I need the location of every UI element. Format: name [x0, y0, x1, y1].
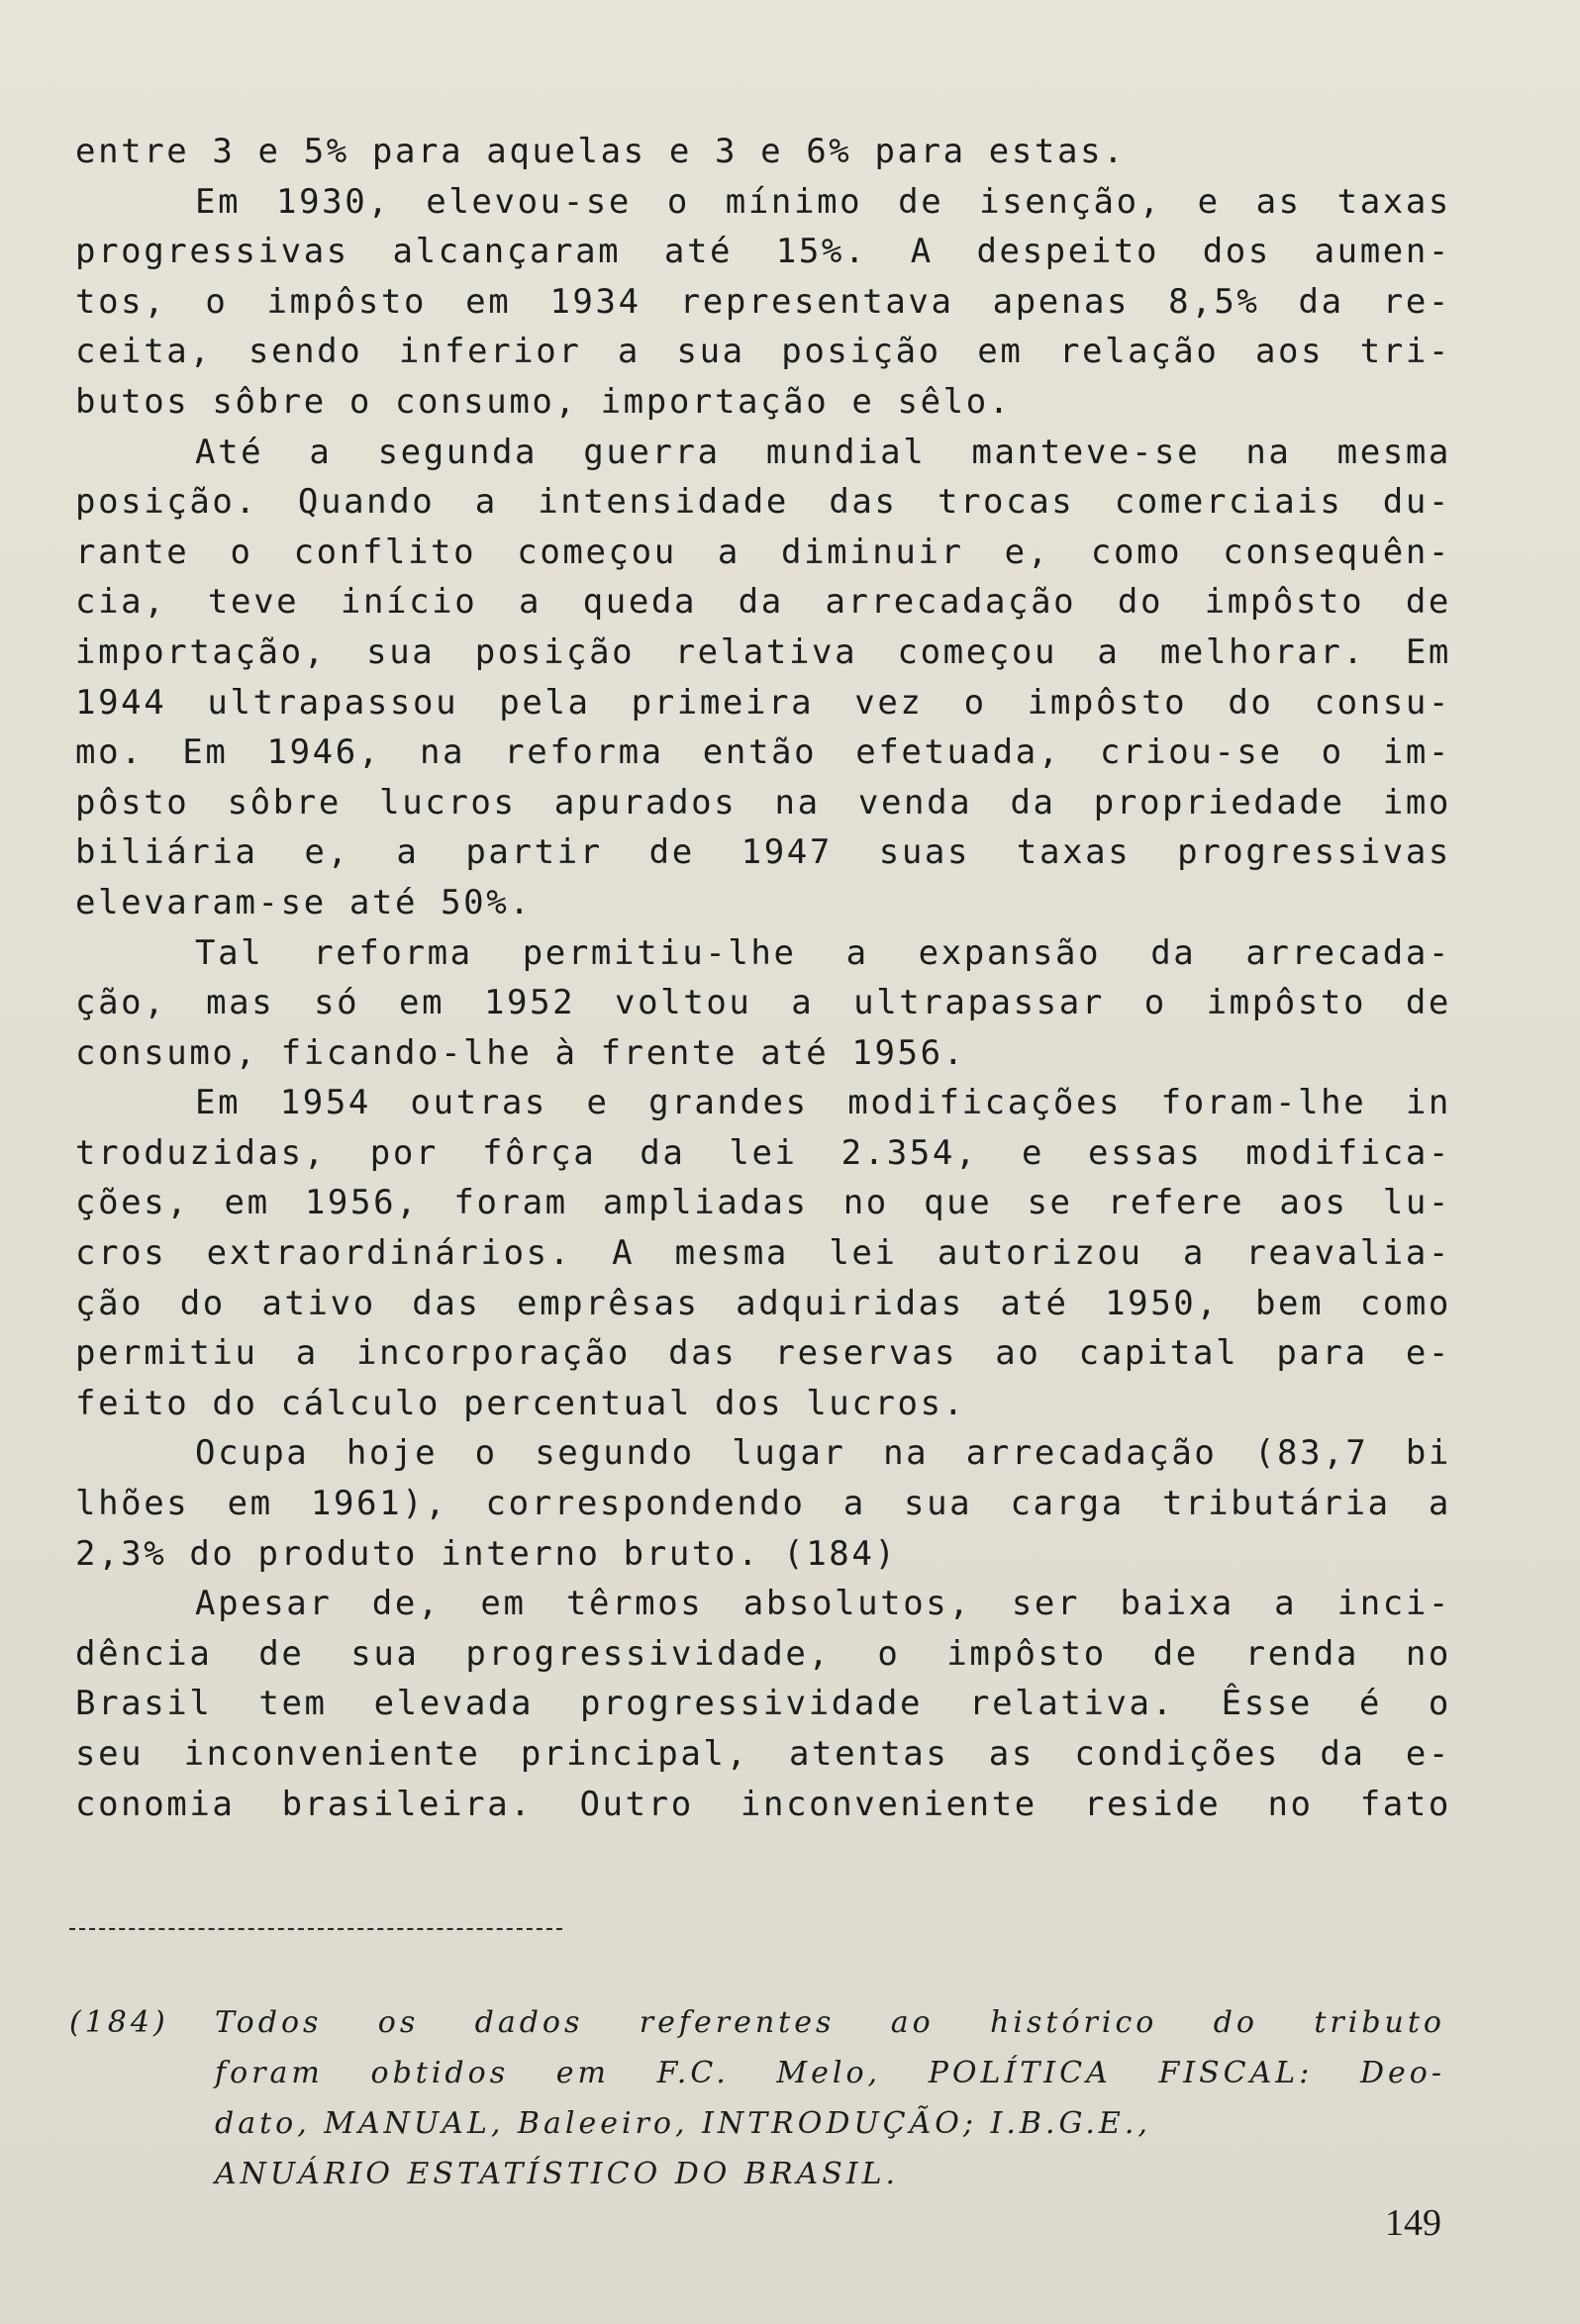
text-line: posição. Quando a intensidade das trocas comerciais du-	[75, 482, 1451, 523]
text-line: entre 3 e 5% para aquelas e 3 e 6% para estas.	[75, 132, 1127, 171]
text-line: troduzidas, por fôrça da lei 2.354, e essas modifica-	[75, 1132, 1451, 1173]
text-line: permitiu a incorporação das reservas ao capital para e-	[75, 1333, 1451, 1374]
text-line: progressivas alcançaram até 15%. A despeito dos aumen-	[75, 232, 1451, 272]
text-line: butos sôbre o consumo, importação e sêlo.	[75, 381, 1012, 422]
text-line: pôsto sôbre lucros apurados na venda da propriedade imo	[75, 782, 1451, 823]
text-line: seu inconveniente principal, atentas as condições da e-	[75, 1734, 1451, 1774]
text-line: cia, teve início a queda da arrecadação do impôsto de	[75, 582, 1451, 623]
text-line: Tal reforma permitiu-lhe a expansão da arrecada-	[195, 932, 1451, 973]
text-line: Apesar de, em têrmos absolutos, ser baixa a inci-	[195, 1584, 1451, 1624]
text-line: ção do ativo das emprêsas adquiridas até 1950, bem como	[75, 1283, 1451, 1323]
footnote-line: foram obtidos em F.C. Melo, POLÍTICA FISCAL: Deo-	[215, 2056, 1445, 2090]
text-line: lhões em 1961), correspondendo a sua carga tributária a	[75, 1484, 1451, 1524]
text-line: Até a segunda guerra mundial manteve-se na mesma	[195, 432, 1451, 472]
text-line: Brasil tem elevada progressividade relativa. Êsse é o	[75, 1684, 1451, 1724]
text-line: dência de sua progressividade, o impôsto de renda no	[75, 1633, 1451, 1674]
footnote-separator	[69, 1928, 562, 1930]
text-line: ções, em 1956, foram ampliadas no que se refere aos lu-	[75, 1183, 1451, 1223]
text-line: cros extraordinários. A mesma lei autorizou a reavalia-	[75, 1233, 1451, 1274]
footnote-line	[69, 1997, 1445, 2048]
text-line: 1944 ultrapassou pela primeira vez o impôsto do consu-	[75, 682, 1451, 723]
text-line: conomia brasileira. Outro inconveniente reside no fato	[75, 1784, 1451, 1824]
text-line: feito do cálculo percentual dos lucros.	[75, 1383, 966, 1423]
body-text	[75, 127, 1451, 1829]
text-line: elevaram-se até 50%.	[75, 882, 533, 922]
text-line: ceita, sendo inferior a sua posição em relação aos tri-	[75, 332, 1451, 372]
page-number: 149	[1385, 2202, 1441, 2244]
footnote-number: (184)	[69, 2005, 169, 2040]
footnote	[69, 1997, 1445, 2199]
text-line: tos, o impôsto em 1934 representava apenas 8,5% da re-	[75, 281, 1451, 322]
text-line: Ocupa hoje o segundo lugar na arrecadação (83,7 bi	[195, 1433, 1451, 1474]
text-line: consumo, ficando-lhe à frente até 1956.	[75, 1032, 966, 1073]
text-line: Em 1954 outras e grandes modificações foram-lhe in	[195, 1083, 1451, 1123]
footnote-line: dato, MANUAL, Baleeiro, INTRODUÇÃO; I.B.G.E.,	[215, 2106, 1151, 2141]
text-line: ção, mas só em 1952 voltou a ultrapassar o impôsto de	[75, 983, 1451, 1023]
text-line: importação, sua posição relativa começou a melhorar. Em	[75, 631, 1451, 672]
text-line: rante o conflito começou a diminuir e, como consequên-	[75, 532, 1451, 572]
footnote-line: ANUÁRIO ESTATÍSTICO DO BRASIL.	[215, 2157, 900, 2191]
footnote-text: Todos os dados referentes ao histórico do tributo	[215, 2005, 1445, 2040]
text-line: biliária e, a partir de 1947 suas taxas progressivas	[75, 832, 1451, 873]
text-line: Em 1930, elevou-se o mínimo de isenção, e as taxas	[195, 181, 1451, 222]
text-line: 2,3% do produto interno bruto. (184)	[75, 1533, 898, 1574]
text-line: mo. Em 1946, na reforma então efetuada, criou-se o im-	[75, 732, 1451, 773]
